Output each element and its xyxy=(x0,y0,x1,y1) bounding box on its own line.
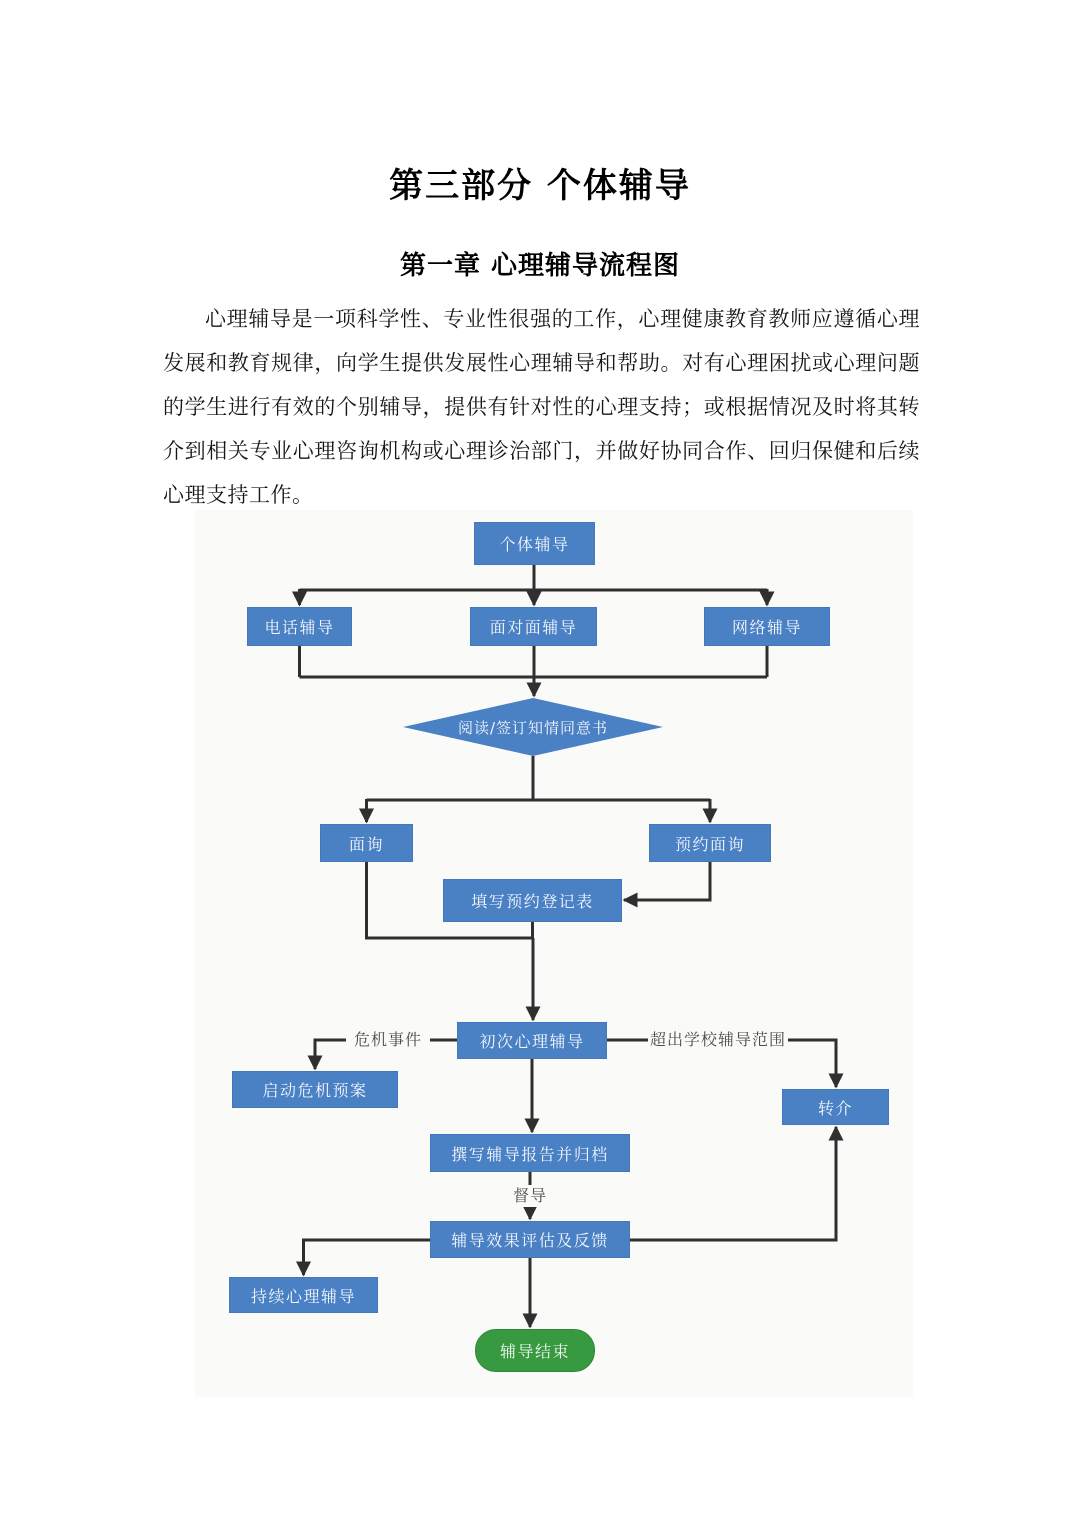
node-interview: 面询 xyxy=(320,824,413,862)
node-referral: 转介 xyxy=(782,1089,889,1125)
node-face-to-face-counseling: 面对面辅导 xyxy=(470,607,597,646)
node-online-counseling: 网络辅导 xyxy=(704,607,830,646)
node-counseling-end: 辅导结束 xyxy=(475,1329,595,1372)
node-appointment-interview: 预约面询 xyxy=(649,824,771,862)
node-write-report: 撰写辅导报告并归档 xyxy=(430,1134,630,1172)
node-evaluation-feedback: 辅导效果评估及反馈 xyxy=(430,1221,630,1258)
edge-label-beyond-scope: 超出学校辅导范围 xyxy=(649,1030,786,1049)
body-paragraph: 心理辅导是一项科学性、专业性很强的工作，心理健康教育教师应遵循心理发展和教育规律，向学生提供发展性心理辅导和帮助。对有心理困扰或心理问题的学生进行有效的个别辅导，提供有针对性的心理支持；或根据情况及时将其转介到相关专业心理咨询机构或心理诊治部门，并做好协同合作、回归保健和后续心理支持工作。 xyxy=(163,307,920,507)
node-crisis-plan: 启动危机预案 xyxy=(232,1071,398,1108)
edge-label-supervision: 督导 xyxy=(507,1185,553,1207)
node-registration-form: 填写预约登记表 xyxy=(443,879,622,922)
page-title: 第三部分 个体辅导 xyxy=(389,166,691,206)
node-continuous-counseling: 持续心理辅导 xyxy=(229,1277,378,1313)
edge-label-crisis-event: 危机事件 xyxy=(346,1029,430,1051)
chapter-heading: 第一章 心理辅导流程图 xyxy=(399,251,681,281)
node-first-session: 初次心理辅导 xyxy=(457,1022,607,1059)
node-phone-counseling: 电话辅导 xyxy=(247,607,352,646)
flowchart-canvas xyxy=(195,510,913,1397)
node-consent-diamond-label: 阅读/签订知情同意书 xyxy=(457,718,609,737)
connector-lines xyxy=(300,565,837,1327)
node-individual-counseling: 个体辅导 xyxy=(474,522,595,565)
